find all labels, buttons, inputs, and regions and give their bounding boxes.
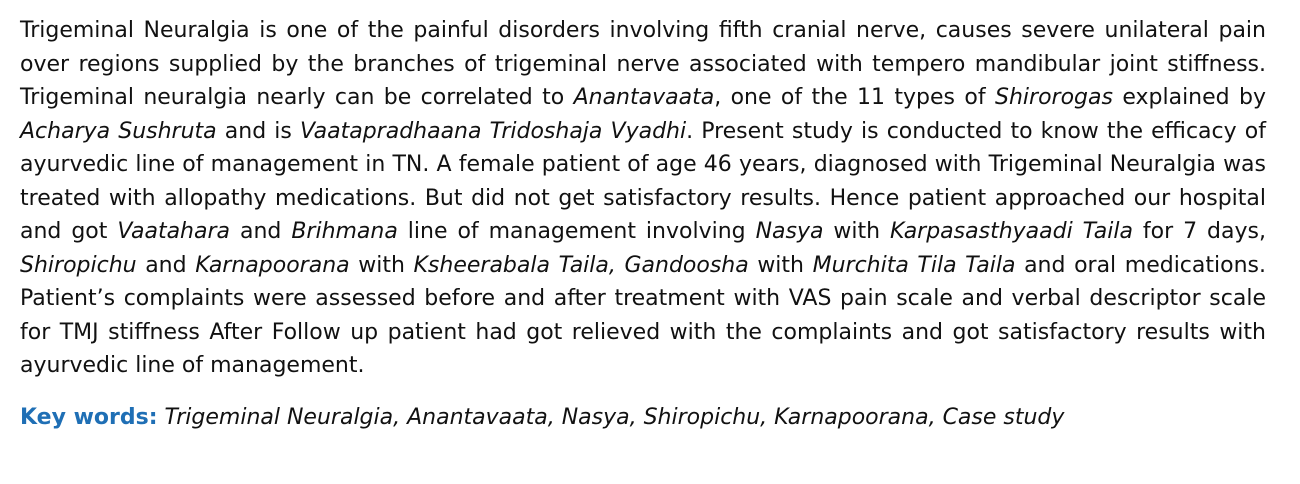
term-vyadhi: Vaatapradhaana Tridoshaja Vyadhi (299, 118, 687, 144)
term-karnapoorana: Karnapoorana (195, 252, 350, 278)
abstract-text: . Present study is conducted to know the efficacy of ayurvedic line of management in TN. A female patient of age 46 years, diagnosed with Trigeminal Neuralgia was treated with allopathy medications. But did not get satisfactory results. Hence patient approached our hospital and got (20, 118, 1266, 244)
term-karpasasthyaadi-taila: Karpasasthyaadi Taila (890, 219, 1133, 244)
article-page (20, 14, 1266, 434)
term-vaatahara: Vaatahara (117, 219, 231, 244)
abstract-paragraph (20, 14, 1266, 383)
abstract-text: line of management involving (397, 219, 756, 244)
term-shirorogas: Shirorogas (995, 85, 1113, 110)
abstract-text: and is (216, 118, 300, 144)
term-nasya: Nasya (755, 219, 824, 244)
term-shiropichu: Shiropichu (20, 252, 137, 278)
keywords-list: Trigeminal Neuralgia, Anantavaata, Nasya, Shiropichu, Karnapoorana, Case study (164, 404, 1065, 430)
abstract-text: for 7 days, (1132, 219, 1266, 244)
abstract-text: , one of the 11 types of (714, 85, 995, 110)
abstract-text: explained by (1112, 85, 1267, 110)
term-brihmana: Brihmana (291, 219, 398, 244)
abstract-text: and (230, 219, 292, 244)
abstract-text: with (823, 219, 891, 244)
keywords-line (20, 401, 1266, 434)
keywords-label: Key words: (20, 404, 158, 430)
abstract-text: with (748, 252, 813, 278)
term-acharya-sushruta: Acharya Sushruta (20, 118, 217, 144)
abstract-text: and (136, 252, 196, 278)
abstract-text: Trigeminal Neuralgia is one of the painful disorders involving fifth cranial nerve, causes severe unilateral pain over regions supplied by the branches of trigeminal nerve associated with tempero mandibular joint stiffness. Trigeminal neuralgia nearly can be correlated to (20, 18, 1266, 110)
term-anantavaata: Anantavaata (573, 85, 715, 110)
abstract-text: with (349, 252, 414, 278)
abstract-text: and oral medications. Patient’s complaints were assessed before and after treatment with VAS pain scale and verbal descriptor scale for TMJ stiffness After Follow up patient had got relieved with the complaints and got satisfactory results with ayurvedic line of management. (20, 252, 1266, 378)
term-ksheerabala-gandoosha: Ksheerabala Taila, Gandoosha (413, 252, 749, 278)
term-murchita-tila-taila: Murchita Tila Taila (812, 252, 1016, 278)
